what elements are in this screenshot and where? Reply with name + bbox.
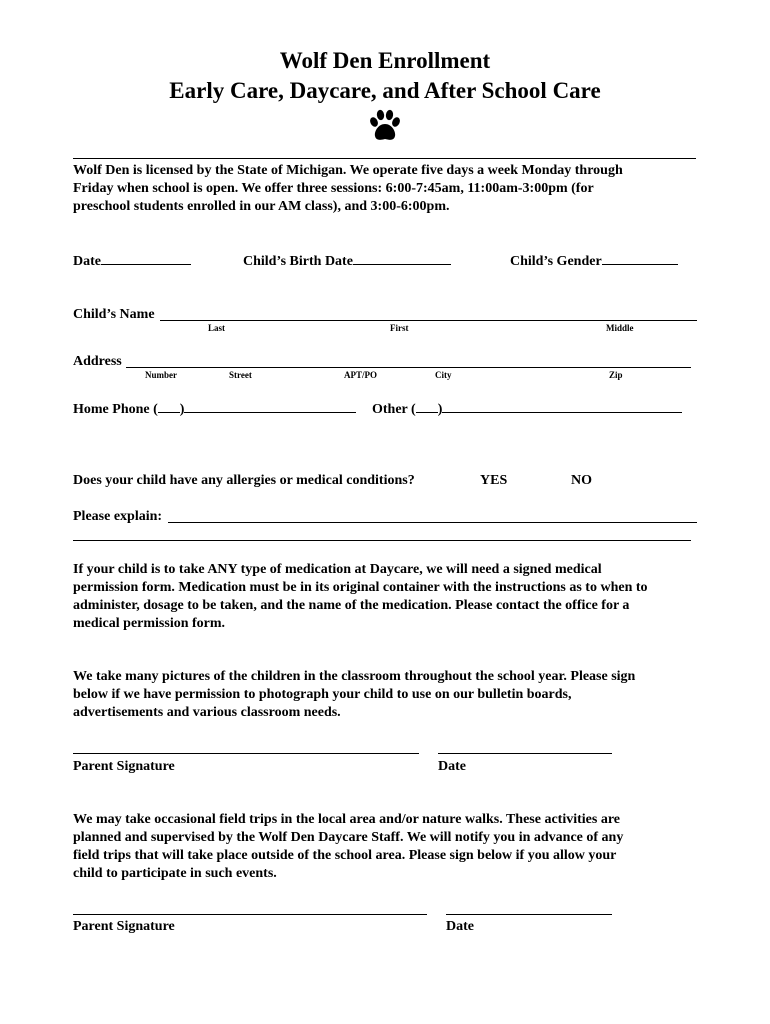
explain-blank[interactable]	[168, 522, 697, 523]
photo-paragraph	[73, 668, 703, 722]
intro-paragraph	[73, 162, 703, 216]
form-subtitle: Early Care, Daycare, and After School Care	[169, 78, 601, 103]
photo-line: We take many pictures of the children in the classroom throughout the school year. Please sign	[73, 669, 636, 684]
explain-blank-2[interactable]	[73, 540, 691, 541]
home-phone-paren: )	[179, 402, 185, 417]
trips-signature-label: Parent Signature	[73, 919, 175, 934]
address-blank[interactable]	[126, 367, 691, 368]
yes-option[interactable]: YES	[480, 473, 508, 488]
address-number-label: Number	[145, 370, 177, 380]
medication-line: permission form. Medication must be in its original container with the instructions as to when to	[73, 580, 648, 595]
paw-pad	[375, 124, 395, 140]
header-divider	[73, 158, 696, 159]
date-field[interactable]	[73, 252, 191, 271]
other-phone-blank[interactable]	[442, 400, 682, 413]
trips-line: We may take occasional field trips in the local area and/or nature walks. These activities are	[73, 812, 621, 827]
home-phone-field[interactable]	[73, 400, 356, 419]
photo-date-label: Date	[438, 759, 466, 774]
middle-name-label: Middle	[606, 323, 634, 333]
intro-line: preschool students enrolled in our AM class), and 3:00-6:00pm.	[73, 199, 450, 214]
trips-line: child to participate in such events.	[73, 866, 277, 881]
gender-field[interactable]	[510, 252, 678, 271]
other-phone-paren: )	[437, 402, 443, 417]
trips-date-line[interactable]	[446, 914, 612, 915]
date-blank[interactable]	[101, 252, 191, 265]
home-phone-label: Home Phone (	[73, 402, 158, 417]
gender-label: Child’s Gender	[510, 254, 602, 269]
first-name-label: First	[390, 323, 409, 333]
medication-line: administer, dosage to be taken, and the name of the medication. Please contact the office for a	[73, 598, 630, 613]
child-name-blank[interactable]	[160, 320, 697, 321]
other-phone-label: Other (	[372, 402, 416, 417]
paw-toe-3	[385, 109, 394, 120]
date-label: Date	[73, 254, 101, 269]
medication-paragraph	[73, 561, 703, 633]
paw-print-icon	[367, 108, 403, 144]
intro-line: Friday when school is open. We offer three sessions: 6:00-7:45am, 11:00am-3:00pm (for	[73, 181, 594, 196]
trips-paragraph	[73, 811, 703, 883]
allergy-question: Does your child have any allergies or medical conditions?	[73, 473, 415, 488]
photo-date-line[interactable]	[438, 753, 612, 754]
trips-line: field trips that will take place outside of the school area. Please sign below if you allow your	[73, 848, 617, 863]
other-phone-field[interactable]	[372, 400, 682, 419]
trips-signature-line[interactable]	[73, 914, 427, 915]
trips-line: planned and supervised by the Wolf Den Daycare Staff. We will notify you in advance of any	[73, 830, 624, 845]
no-option[interactable]: NO	[571, 473, 592, 488]
address-apt-label: APT/PO	[344, 370, 377, 380]
home-area-code-blank[interactable]	[158, 400, 180, 413]
address-street-label: Street	[229, 370, 252, 380]
intro-line: Wolf Den is licensed by the State of Michigan. We operate five days a week Monday through	[73, 163, 623, 178]
child-name-label: Child’s Name	[73, 307, 155, 322]
photo-line: advertisements and various classroom needs.	[73, 705, 341, 720]
other-area-code-blank[interactable]	[416, 400, 438, 413]
address-zip-label: Zip	[609, 370, 623, 380]
photo-signature-line[interactable]	[73, 753, 419, 754]
explain-label: Please explain:	[73, 509, 163, 524]
paw-toe-2	[376, 109, 385, 120]
photo-signature-label: Parent Signature	[73, 759, 175, 774]
address-label: Address	[73, 354, 122, 369]
last-name-label: Last	[208, 323, 226, 333]
form-title: Wolf Den Enrollment	[279, 48, 491, 73]
photo-line: below if we have permission to photograph your child to use on our bulletin boards,	[73, 687, 572, 702]
address-city-label: City	[435, 370, 452, 380]
medication-line: If your child is to take ANY type of medication at Daycare, we will need a signed medical	[73, 562, 602, 577]
birth-date-blank[interactable]	[353, 252, 451, 265]
birth-date-label: Child’s Birth Date	[243, 254, 353, 269]
medication-line: medical permission form.	[73, 616, 226, 631]
birth-date-field[interactable]	[243, 252, 451, 271]
gender-blank[interactable]	[602, 252, 678, 265]
trips-date-label: Date	[446, 919, 474, 934]
home-phone-blank[interactable]	[184, 400, 356, 413]
